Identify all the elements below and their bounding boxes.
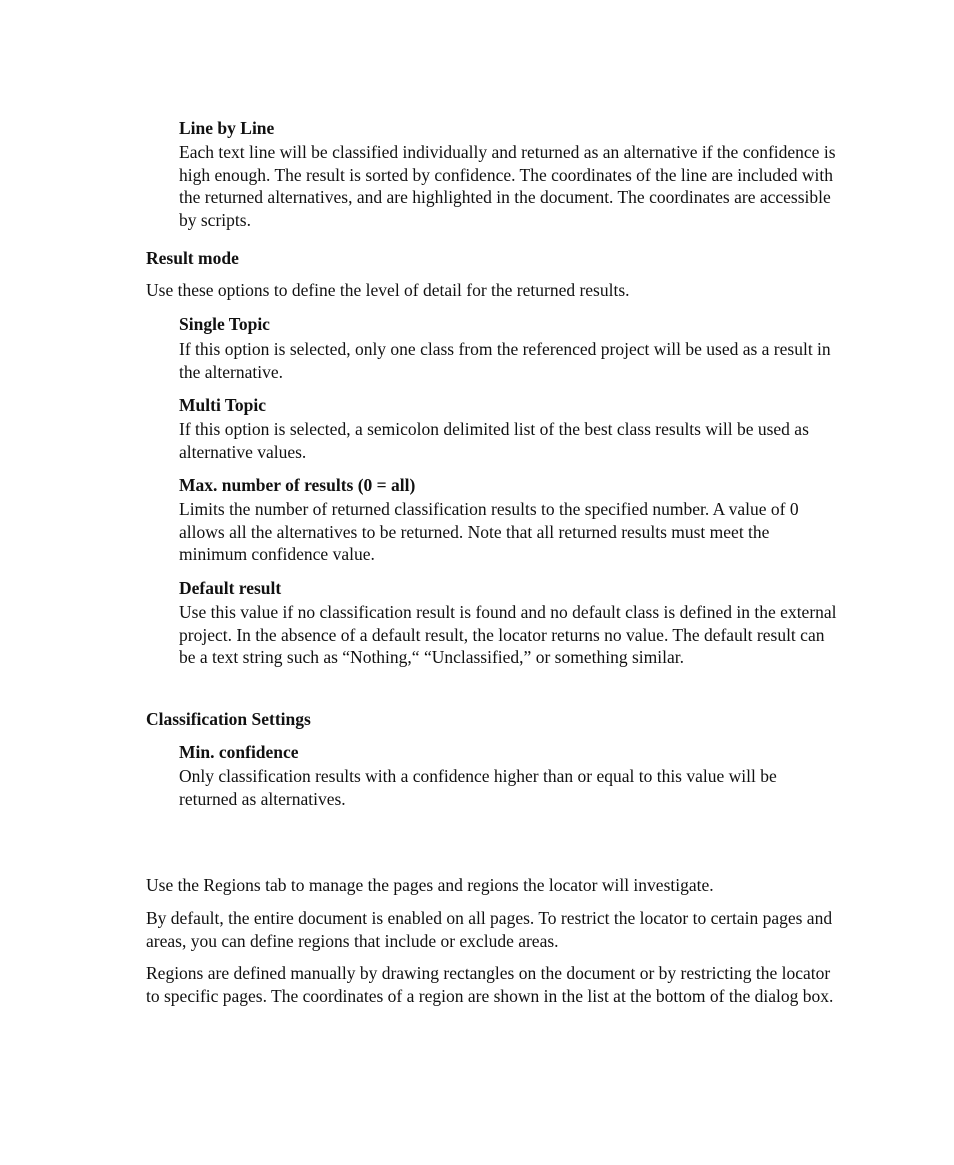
default-result-heading: Default result [179, 578, 282, 598]
regions-paragraph-2: By default, the entire document is enabled on all pages. To restrict the locator to certain pages and areas, you can define regions that include or exclude areas. [146, 908, 833, 951]
regions-paragraph-1: Use the Regions tab to manage the pages and regions the locator will investigate. [146, 875, 714, 895]
single-topic-heading: Single Topic [179, 314, 270, 334]
min-confidence-text: Only classification results with a confidence higher than or equal to this value will be returned as alternatives. [179, 766, 777, 809]
max-results-heading: Max. number of results (0 = all) [179, 475, 416, 495]
max-results-text: Limits the number of returned classification results to the specified number. A value of 0 allows all the alternatives to be returned. Note that all returned results must meet the minimum confidence value. [179, 499, 799, 565]
min-confidence-heading: Min. confidence [179, 742, 299, 762]
result-mode-intro: Use these options to define the level of detail for the returned results. [146, 280, 630, 300]
multi-topic-heading: Multi Topic [179, 395, 267, 415]
regions-paragraph-3: Regions are defined manually by drawing rectangles on the document or by restricting the locator to specific pages. The coordinates of a region are shown in the list at the bottom of the dialog box. [146, 963, 834, 1006]
result-mode-heading: Result mode [146, 248, 239, 268]
multi-topic-text: If this option is selected, a semicolon delimited list of the best class results will be used as alternative values. [179, 419, 809, 462]
line-by-line-heading: Line by Line [179, 118, 275, 138]
line-by-line-text: Each text line will be classified individually and returned as an alternative if the confidence is high enough. The result is sorted by confidence. The coordinates of the line are included with the returned alternatives, and are highlighted in the document. The coordinates are accessible by scripts. [179, 142, 836, 230]
default-result-text: Use this value if no classification result is found and no default class is defined in the external project. In the absence of a default result, the locator returns no value. The default result can be a text string such as “Nothing,“ “Unclassified,” or something similar. [179, 602, 837, 668]
classification-settings-heading: Classification Settings [146, 709, 311, 729]
single-topic-text: If this option is selected, only one class from the referenced project will be used as a result in the alternative. [179, 339, 831, 382]
